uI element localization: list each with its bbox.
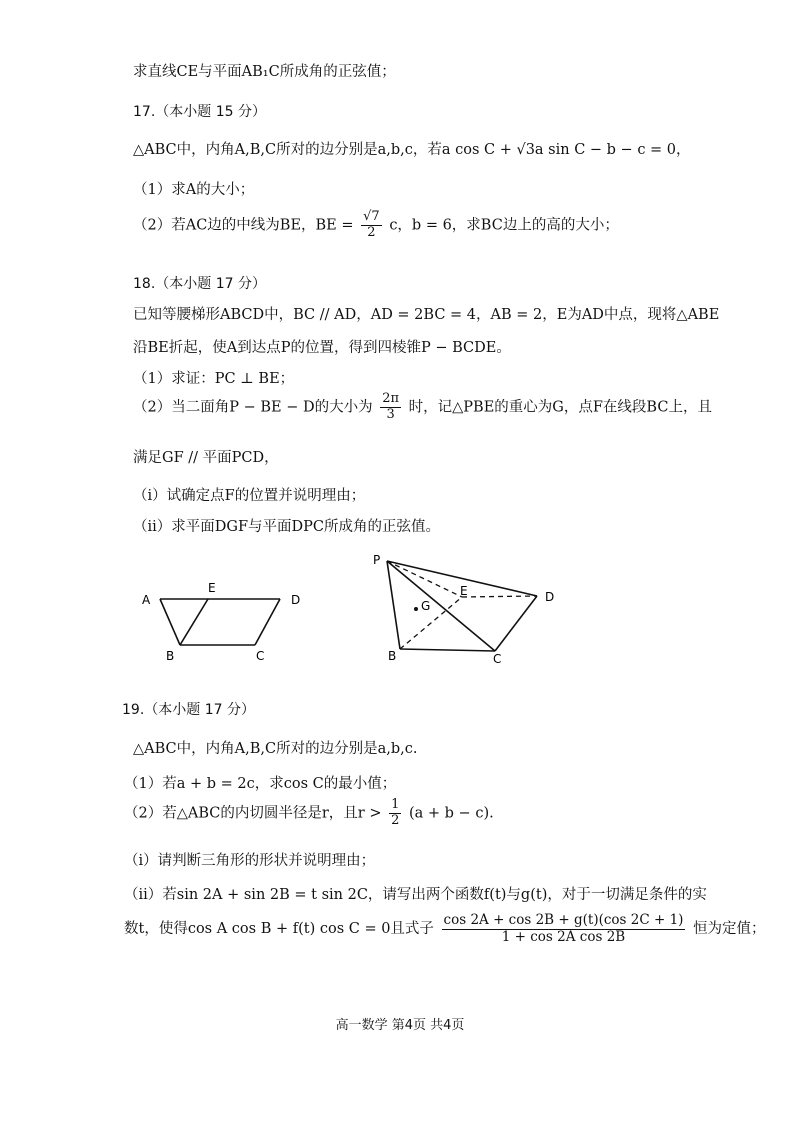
q19-big-fraction-num: cos 2A + cos 2B + g(t)(cos 2C + 1) [443,912,684,928]
label-b: B [166,649,175,663]
q16-tail: 求直线CE与平面AB₁C所成角的正弦值； [133,64,396,80]
edge-cd [255,599,280,645]
q17-header: 17.（本小题 15 分） [133,104,266,120]
q19-fraction [389,798,401,829]
edge-ed [462,596,537,597]
q19-fraction-num: 1 [391,797,400,812]
edge-be [180,599,208,645]
q17-fraction-den: 2 [367,224,376,240]
q19-big-fraction-den: 1 + cos 2A cos 2B [501,928,626,945]
q19-part-ii-2-text-b: 恒为定值； [693,921,766,938]
q17-fraction-num: √7 [363,209,380,224]
edge-bc [400,649,495,651]
q17-part1: （1）求A的大小； [133,182,255,198]
q19-part1: （1）若a + b = 2c，求cos C的最小值； [124,776,397,792]
q17-stem: △ABC中，内角A,B,C所对的边分别是a,b,c，若a cos C + √3a sin C − b − c = 0， [133,142,691,158]
q19-part2-text-a: （2）若△ABC的内切圆半径是r，且r > [124,805,382,822]
q18-header: 18.（本小题 17 分） [133,276,266,292]
q18-fraction-den: 3 [386,406,395,422]
q19-part-ii-1: （ii）若sin 2A + sin 2B = t sin 2C，请写出两个函数f(t)与g(t)，对于一切满足条件的实 [124,887,707,903]
label-e: E [460,584,468,598]
q18-part1: （1）求证：PC ⊥ BE； [133,371,295,387]
label-g: G [421,599,431,613]
q19-big-fraction [442,913,686,945]
trapezoid-figure [130,570,330,670]
label-p: P [373,553,381,567]
edge-be [400,597,462,649]
q17-fraction [361,210,382,241]
edge-cd [495,596,537,651]
label-c: C [493,652,502,666]
label-c: C [256,649,265,663]
q19-stem: △ABC中，内角A,B,C所对的边分别是a,b,c. [133,741,418,757]
label-d: D [291,593,301,607]
edge-pc [387,561,495,651]
q19-part2-text-b: (a + b − c). [409,805,494,822]
q18-fraction-num: 2π [382,391,400,406]
q19-part2 [124,798,494,829]
q17-part2-text-b: c，b = 6，求BC边上的高的大小； [389,217,619,234]
q19-part-ii-2 [124,913,766,945]
edge-ab [160,599,180,645]
pyramid-figure [365,548,575,666]
label-a: A [142,593,151,607]
q18-part2-cont: 满足GF // 平面PCD， [133,450,279,466]
q17-part2-text-a: （2）若AC边的中线为BE，BE = [133,217,354,234]
q18-part2-text-a: （2）当二面角P − BE − D的大小为 [133,399,373,416]
q19-header: 19.（本小题 17 分） [122,702,255,718]
q18-fraction [380,392,401,423]
edge-pb [387,561,400,649]
q18-part2-text-b: 时，记△PBE的重心为G，点F在线段BC上，且 [408,399,712,416]
q19-part-i: （i）请判断三角形的形状并说明理由； [124,853,376,869]
q17-part2 [133,210,619,241]
page-footer: 高一数学 第4页 共4页 [335,1018,465,1033]
label-b: B [388,649,397,663]
q19-part-ii-2-text-a: 数t，使得cos A cos B + f(t) cos C = 0且式子 [124,921,434,938]
q18-part2 [133,392,712,423]
label-d: D [545,590,555,604]
q19-fraction-den: 2 [391,812,400,828]
label-e: E [208,581,216,595]
point-g [414,607,418,611]
q18-stem-2: 沿BE折起，使A到达点P的位置，得到四棱锥P − BCDE。 [133,340,511,356]
q18-part-ii: （ii）求平面DGF与平面DPC所成角的正弦值。 [133,519,441,535]
q18-stem-1: 已知等腰梯形ABCD中，BC // AD，AD = 2BC = 4，AB = 2，E为AD中点，现将△ABE [133,307,720,323]
q18-part-i: （i）试确定点F的位置并说明理由； [133,488,366,504]
